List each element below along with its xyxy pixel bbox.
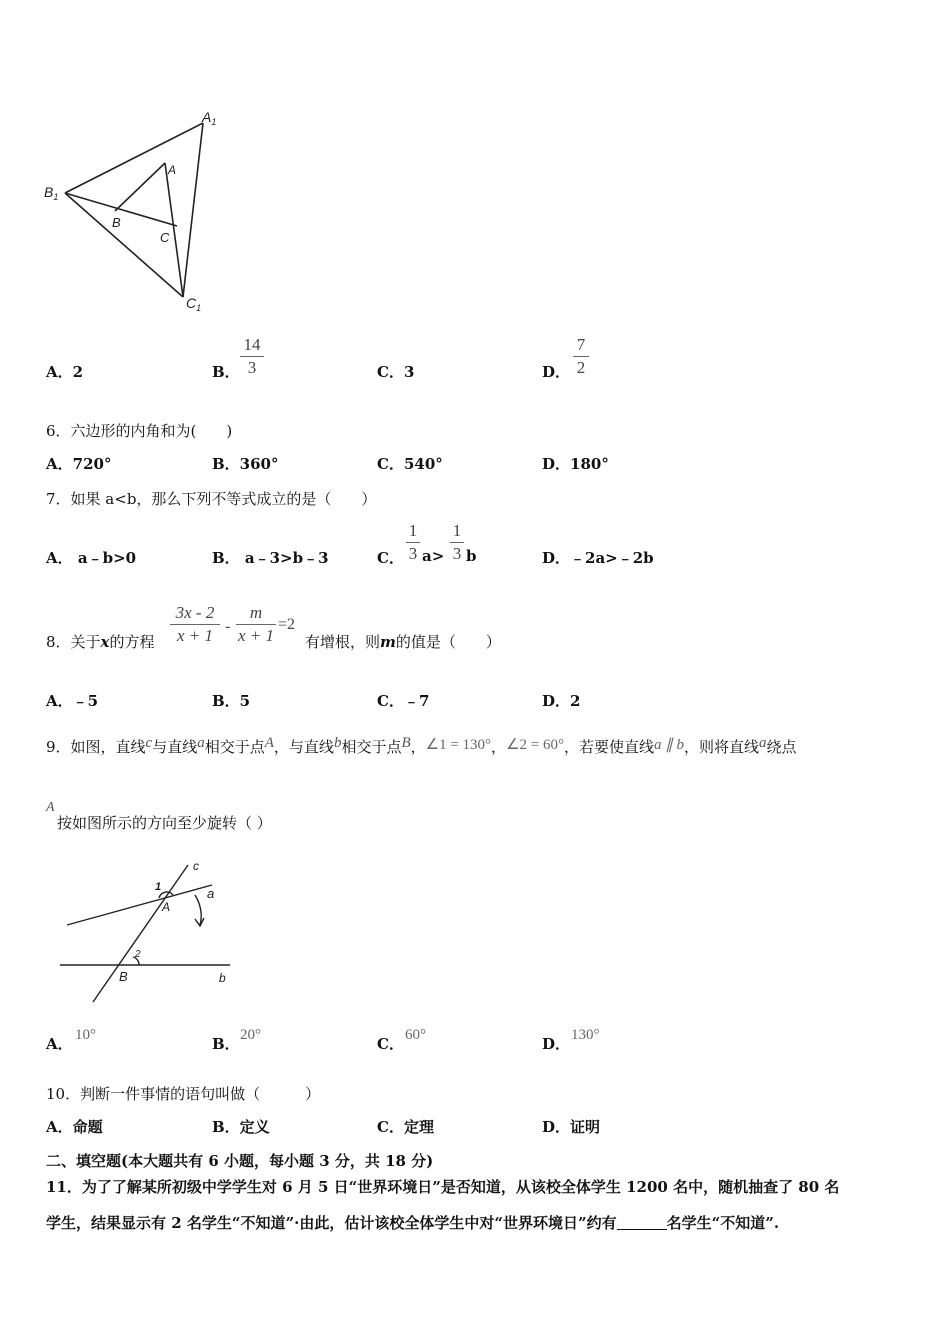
q7-option-c-label: C．: [377, 549, 404, 567]
edge-b1-c1: [65, 193, 183, 297]
label-b: B: [112, 215, 121, 230]
q9-line1: 9．如图，直线c与直线a相交于点A，与直线b相交于点B，∠1 = 130°，∠2 = 60°，若要使直线a ∥ b，则将直线a绕点: [46, 735, 797, 756]
section-2-title: 二、填空题(本大题共有 6 小题，每小题 3 分，共 18 分): [46, 1152, 434, 1170]
q5-option-b-label: B．: [212, 363, 240, 381]
q9-option-c-label: C．: [377, 1035, 404, 1053]
fig-label-c: c: [193, 859, 199, 873]
fig-label-point-b: B: [119, 969, 128, 984]
edge-a1-b1: [65, 123, 203, 193]
edge-b-a: [115, 163, 165, 211]
line-a: [67, 885, 215, 925]
line-c: [93, 865, 188, 1002]
edge-a1-c1: [183, 123, 203, 297]
q7-option-c-frac2: 1 3: [450, 522, 464, 563]
q8-option-b: B．5: [212, 692, 251, 710]
q10-option-c: C．定理: [377, 1118, 434, 1136]
fig-label-2: 2: [135, 949, 141, 960]
fig-label-point-a: A: [162, 900, 171, 914]
q7-option-c-end: b: [466, 547, 477, 565]
fig-label-1: 1: [155, 881, 162, 893]
q5-option-d-label: D．: [542, 363, 571, 381]
q9-option-d-value: 130°: [571, 1027, 600, 1043]
q9-option-a-value: 10°: [75, 1027, 96, 1043]
label-a1: $A_1$: [202, 109, 217, 127]
q8-option-c: C．﹣7: [377, 692, 430, 710]
q8-option-d: D．2: [542, 692, 581, 710]
q9-option-d-label: D．: [542, 1035, 571, 1053]
label-b1: $B_1$: [44, 184, 59, 202]
q5-option-c: C．3: [377, 363, 415, 381]
q8-stem-suffix: 有增根，则m的值是（ ）: [305, 633, 501, 651]
q9-line2: 按如图所示的方向至少旋转（ ）: [57, 814, 272, 832]
q10-option-a: A．命题: [46, 1118, 103, 1136]
fig-label-b: b: [219, 971, 226, 985]
q11-line2: 学生，结果显示有 2 名学生“不知道”·由此，估计该校全体学生中对“世界环境日”约有 名学生“不知道”.: [46, 1214, 780, 1232]
q9-option-b-label: B．: [212, 1035, 240, 1053]
q7-option-c-frac1: 1 3: [406, 522, 420, 563]
q9-option-b-value: 20°: [240, 1027, 261, 1043]
q7-stem: 7．如果 a<b，那么下列不等式成立的是（ ）: [46, 490, 377, 508]
q5-option-a: A．2: [46, 363, 84, 381]
q10-option-d: D．证明: [542, 1118, 601, 1136]
q5-option-b-fraction: 14 3: [240, 336, 264, 377]
q8-stem-prefix: 8．关于x的方程: [46, 633, 155, 651]
q11-answer-blank[interactable]: [617, 1215, 667, 1230]
q7-option-b: B． a﹣3>b﹣3: [212, 549, 329, 567]
q9-line2-point: A: [46, 800, 55, 815]
q6-option-d: D．180°: [542, 455, 609, 473]
q11-line1: 11．为了了解某所初级中学学生对 6 月 5 日“世界环境日”是否知道，从该校全体学生 1200 名中，随机抽查了 80 名: [46, 1178, 840, 1196]
q6-option-c: C．540°: [377, 455, 443, 473]
label-a: A: [168, 163, 177, 177]
q6-option-a: A．720°: [46, 455, 112, 473]
fig-label-a: a: [207, 886, 215, 901]
rotation-figure: [55, 855, 240, 1005]
q8-option-a: A．﹣5: [46, 692, 99, 710]
q7-option-a: A． a﹣b>0: [46, 549, 137, 567]
q9-option-a-label: A．: [46, 1035, 73, 1053]
label-c1: $C_1$: [186, 295, 202, 313]
edge-b1-c: [65, 193, 177, 226]
triangle-figure: [40, 105, 230, 320]
q10-option-b: B．定义: [212, 1118, 270, 1136]
q9-option-c-value: 60°: [405, 1027, 426, 1043]
rotation-arrowhead: [195, 918, 204, 926]
q6-stem: 6．六边形的内角和为( ): [46, 422, 233, 440]
q5-option-d-fraction: 7 2: [573, 336, 589, 377]
q10-stem: 10．判断一件事情的语句叫做（ ）: [46, 1085, 321, 1103]
q7-option-d: D．﹣2a>﹣2b: [542, 549, 654, 567]
label-c: C: [160, 230, 170, 245]
q6-option-b: B．360°: [212, 455, 279, 473]
q7-option-c-mid: a>: [422, 547, 445, 565]
